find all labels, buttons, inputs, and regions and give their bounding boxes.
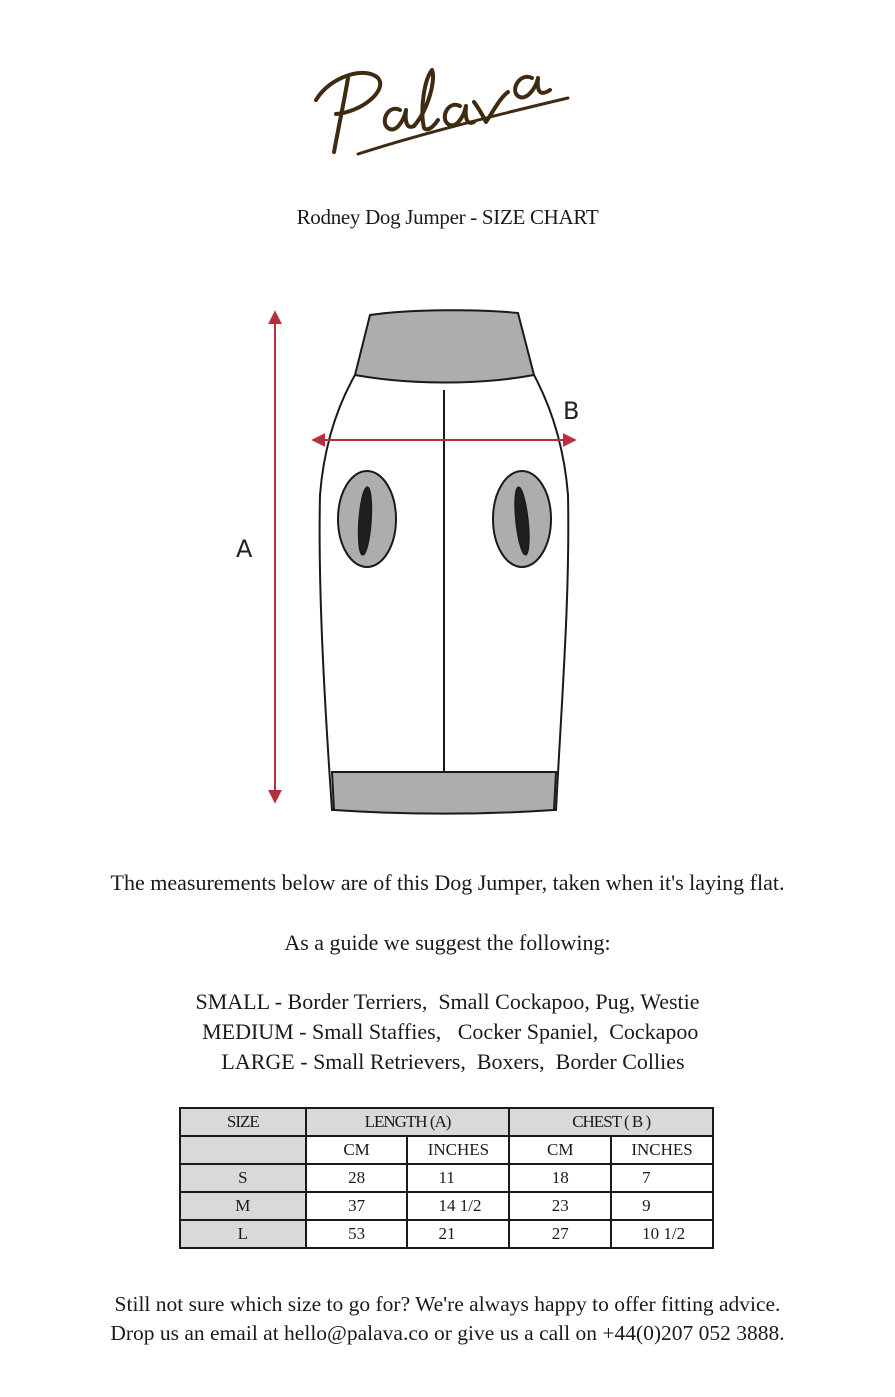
chest-cm: 18 bbox=[509, 1164, 611, 1192]
chest-inches: 10 1/2 bbox=[611, 1220, 713, 1248]
logo-text: Palava bbox=[300, 40, 303, 41]
subheader-chest-inches: INCHES bbox=[611, 1136, 713, 1164]
length-cm: 28 bbox=[306, 1164, 408, 1192]
chest-cm: 27 bbox=[509, 1220, 611, 1248]
chest-inches: 7 bbox=[611, 1164, 713, 1192]
footer-line-1: Still not sure which size to go for? We're always happy to offer fitting advice. bbox=[114, 1292, 781, 1316]
label-b: B bbox=[563, 397, 580, 425]
chest-inches: 9 bbox=[611, 1192, 713, 1220]
jumper-hem bbox=[332, 772, 556, 814]
size-guide-medium: MEDIUM - Small Staffies, Cocker Spaniel, Cockapoo bbox=[196, 1019, 699, 1044]
table-row bbox=[180, 1220, 713, 1248]
header-length: LENGTH (A) bbox=[306, 1108, 510, 1136]
header-size: SIZE bbox=[180, 1108, 306, 1136]
subheader-length-cm: CM bbox=[306, 1136, 408, 1164]
table-row bbox=[180, 1192, 713, 1220]
jumper-diagram bbox=[220, 295, 620, 825]
chest-cm: 23 bbox=[509, 1192, 611, 1220]
row-size: S bbox=[180, 1164, 306, 1192]
length-cm: 37 bbox=[306, 1192, 408, 1220]
page-title: Rodney Dog Jumper - SIZE CHART bbox=[296, 205, 599, 229]
footer-advice bbox=[0, 1290, 895, 1348]
label-a: A bbox=[236, 535, 253, 563]
table-subheader-row bbox=[180, 1136, 713, 1164]
subheader-chest-cm: CM bbox=[509, 1136, 611, 1164]
subheader-length-inches: INCHES bbox=[407, 1136, 509, 1164]
length-inches: 11 bbox=[407, 1164, 509, 1192]
guide-text: As a guide we suggest the following: bbox=[284, 930, 611, 955]
size-guide-list bbox=[0, 987, 895, 1077]
table-row bbox=[180, 1164, 713, 1192]
palava-logo bbox=[300, 40, 590, 170]
length-cm: 53 bbox=[306, 1220, 408, 1248]
length-inches: 21 bbox=[407, 1220, 509, 1248]
size-table bbox=[179, 1107, 714, 1249]
size-guide-large: LARGE - Small Retrievers, Boxers, Border Collies bbox=[210, 1049, 685, 1074]
header-chest: CHEST ( B ) bbox=[509, 1108, 713, 1136]
jumper-collar bbox=[355, 310, 534, 382]
table-header-row bbox=[180, 1108, 713, 1136]
row-size: M bbox=[180, 1192, 306, 1220]
footer-line-2[interactable]: Drop us an email at hello@palava.co or give us a call on +44(0)207 052 3888. bbox=[110, 1321, 785, 1345]
length-inches: 14 1/2 bbox=[407, 1192, 509, 1220]
subheader-blank bbox=[180, 1136, 306, 1164]
size-guide-small: SMALL - Border Terriers, Small Cockapoo, Pug, Westie bbox=[195, 989, 700, 1014]
intro-text: The measurements below are of this Dog Jumper, taken when it's laying flat. bbox=[110, 870, 785, 895]
row-size: L bbox=[180, 1220, 306, 1248]
